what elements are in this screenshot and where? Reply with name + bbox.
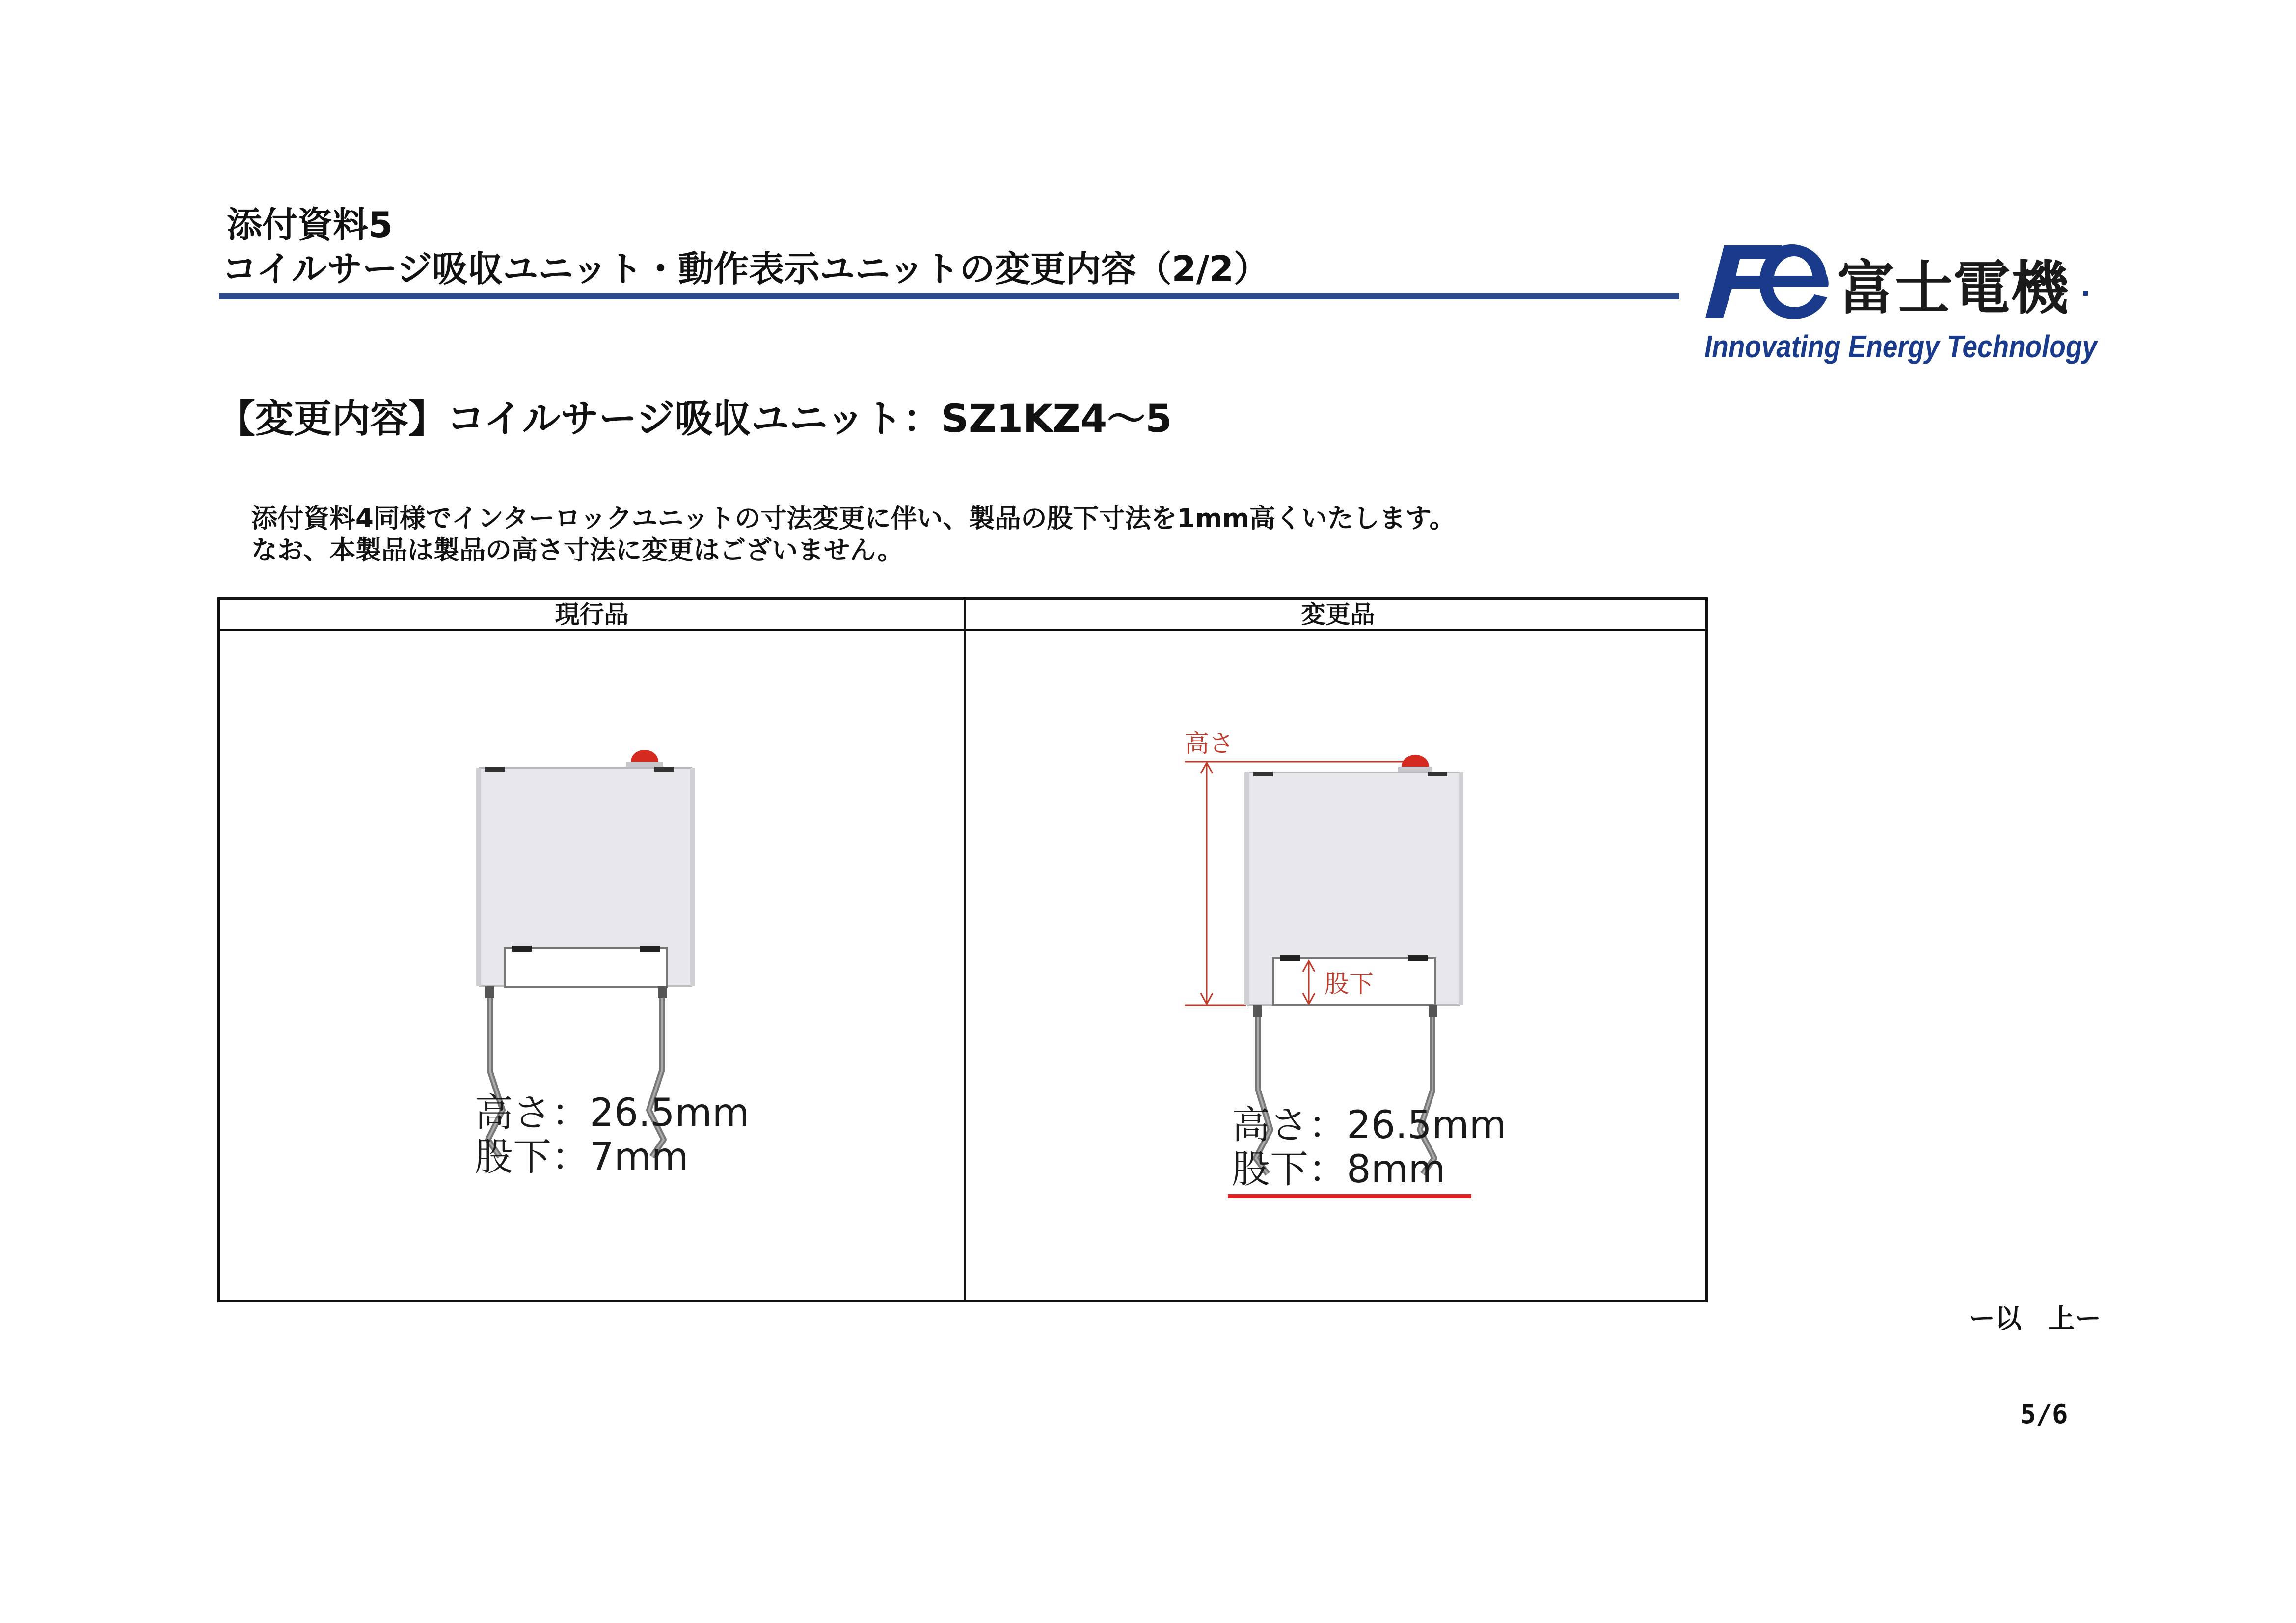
section-heading: 【変更内容】コイルサージ吸収ユニット：SZ1KZ4～5 <box>217 397 1172 441</box>
height-dimension-arrow <box>1201 763 1213 1004</box>
comparison-table <box>217 597 1708 1302</box>
column-header-current: 現行品 <box>555 600 629 629</box>
current-crotch-spec: 股下：7mm <box>475 1135 689 1179</box>
document-ending-mark: ー以 上ー <box>1969 1303 2101 1334</box>
changed-height-spec: 高さ：26.5mm <box>1232 1103 1507 1147</box>
description-line2: なお、本製品は製品の高さ寸法に変更はございません。 <box>251 535 904 565</box>
current-height-spec: 高さ：26.5mm <box>475 1091 750 1135</box>
crotch-highlight-underline <box>1228 1194 1471 1198</box>
description-line1: 添付資料4同様でインターロックユニットの寸法変更に伴い、製品の股下寸法を1mm高くいたします。 <box>251 504 1456 533</box>
fe-mark-icon <box>1705 244 1829 319</box>
changed-crotch-spec: 股下：8mm <box>1232 1147 1446 1192</box>
crotch-annotation-label: 股下 <box>1324 970 1374 998</box>
fuji-electric-logo <box>1703 239 2099 367</box>
height-annotation-label: 高さ <box>1185 729 1234 758</box>
document-title-line1: 添付資料5 <box>227 204 393 245</box>
title-underline <box>219 293 1679 299</box>
document-title-line2: コイルサージ吸収ユニット・動作表示ユニットの変更内容（2/2） <box>222 248 1270 290</box>
logo-text: 富士電機 <box>1837 254 2069 322</box>
column-header-changed: 変更品 <box>1301 600 1375 629</box>
logo-tagline: Innovating Energy Technology <box>1704 329 2099 364</box>
column-divider <box>964 600 966 1300</box>
page-number: 5/6 <box>2020 1399 2068 1430</box>
header-divider <box>220 629 1705 631</box>
